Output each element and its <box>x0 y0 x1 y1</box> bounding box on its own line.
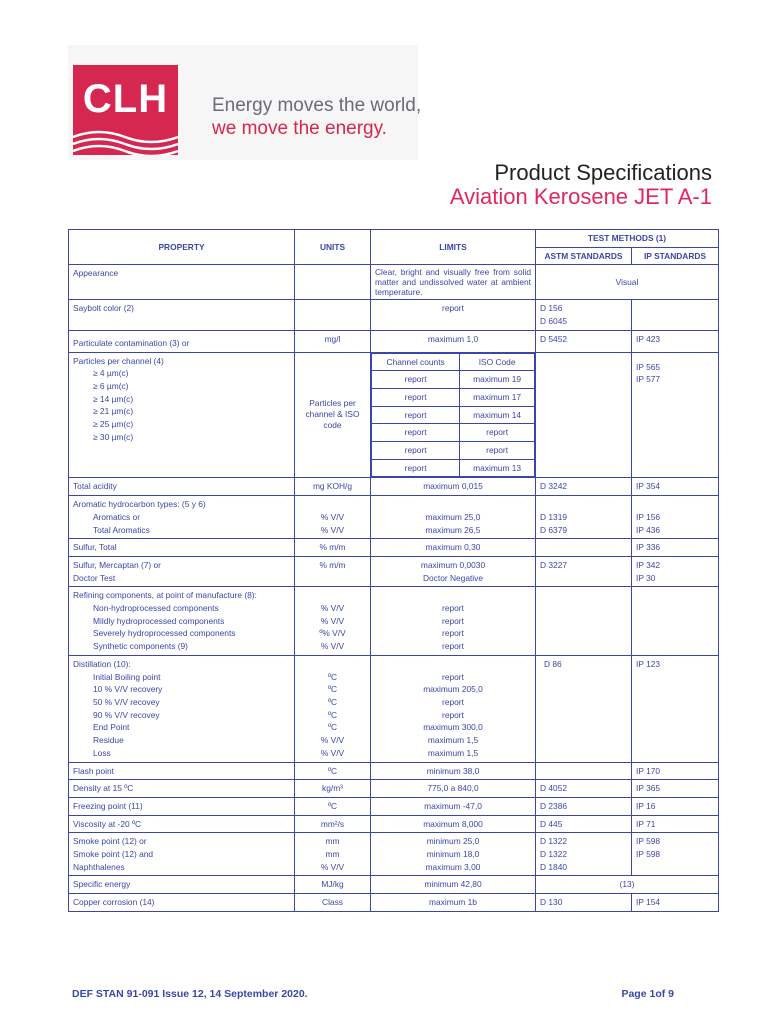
units-cell: MJ/kg <box>295 876 371 894</box>
particle-limits-table <box>371 353 535 478</box>
header-units: UNITS <box>295 230 371 265</box>
limits-value: report <box>442 615 464 626</box>
ip-value: IP 342 <box>636 559 661 570</box>
units-value: % V/V <box>320 615 345 626</box>
limits-cell <box>371 556 536 586</box>
limits-value: report <box>442 641 464 652</box>
units-value: ºC <box>327 671 338 682</box>
iso-code: maximum 14 <box>460 406 535 424</box>
ip-value: IP 577 <box>636 374 661 385</box>
sub-property: Loss <box>93 747 111 758</box>
sub-property: End Point <box>93 722 130 733</box>
units-value: % V/V <box>320 603 345 614</box>
limits-value: maximum 300,0 <box>423 722 483 733</box>
units-cell: ºC <box>295 797 371 815</box>
units-value: % V/V <box>320 641 345 652</box>
astm-cell <box>536 352 632 478</box>
limits-cell: maximum 0,015 <box>371 478 536 496</box>
iso-code: report <box>460 442 535 460</box>
table-row <box>69 780 719 798</box>
units-cell <box>295 833 371 876</box>
ip-cell: IP 354 <box>632 478 719 496</box>
units-cell: ºC <box>295 762 371 780</box>
units-cell: Particles per channel & ISO code <box>295 352 371 478</box>
particle-size: ≥ 4 µm(c) <box>93 368 129 379</box>
units-value: % V/V <box>320 511 345 522</box>
property-cell: Appearance <box>69 265 295 300</box>
channel-header: Channel counts <box>372 353 460 371</box>
ip-cell: IP 336 <box>632 539 719 557</box>
astm-cell: D 3242 <box>536 478 632 496</box>
ip-cell: IP 123 <box>632 655 719 762</box>
ip-cell: IP 365 <box>632 780 719 798</box>
ip-cell <box>632 587 719 656</box>
limits-cell: maximum 1,0 <box>371 330 536 352</box>
property-label: Naphthalenes <box>73 861 125 872</box>
units-cell: % m/m <box>295 539 371 557</box>
channel-count: report <box>372 442 460 460</box>
channel-count: report <box>372 424 460 442</box>
header-astm: ASTM STANDARDS <box>536 247 632 265</box>
limits-value: report <box>442 709 464 720</box>
property-cell: Specific energy <box>69 876 295 894</box>
astm-cell: D 3227 <box>536 556 632 586</box>
astm-value: D 6045 <box>540 316 568 327</box>
ip-cell <box>632 833 719 876</box>
slogan-line-1: Energy moves the world, <box>212 95 422 116</box>
sub-property: Total Aromatics <box>93 524 150 535</box>
units-value: ºC <box>327 722 338 733</box>
page-title: Product Specifications <box>494 160 712 185</box>
astm-cell <box>536 539 632 557</box>
table-row <box>69 655 719 762</box>
sub-property: Residue <box>93 735 124 746</box>
astm-value: D 1322 <box>540 836 568 847</box>
limits-value: maximum 0,0030 <box>420 559 486 570</box>
sub-property: Mildly hydroprocessed components <box>93 615 225 626</box>
property-cell <box>69 352 295 478</box>
astm-cell <box>536 587 632 656</box>
units-cell: % m/m <box>295 556 371 586</box>
ip-value: IP 598 <box>636 849 661 860</box>
method-cell: (13) <box>536 876 719 894</box>
property-cell: Particulate contamination (3) or <box>69 330 295 352</box>
limits-value: minimum 18,0 <box>426 849 480 860</box>
units-value: mm <box>325 836 340 847</box>
limits-cell: maximum 1b <box>371 894 536 912</box>
sub-property: 50 % V/V recovey <box>93 696 160 707</box>
ip-cell <box>632 352 719 478</box>
limits-value: maximum 3,00 <box>425 861 481 872</box>
ip-value: IP 598 <box>636 836 661 847</box>
astm-cell: D 4052 <box>536 780 632 798</box>
units-value: % V/V <box>320 735 345 746</box>
iso-code: maximum 19 <box>460 371 535 389</box>
logo-text: CLH <box>82 77 169 121</box>
table-row <box>69 556 719 586</box>
footer-reference: DEF STAN 91-091 Issue 12, 14 September 2020. <box>72 988 308 1000</box>
method-cell: Visual <box>536 265 719 300</box>
units-value: ºC <box>327 684 338 695</box>
ip-cell: IP 154 <box>632 894 719 912</box>
table-row <box>69 539 719 557</box>
table-row <box>69 265 719 300</box>
astm-cell <box>536 300 632 330</box>
ip-cell: IP 170 <box>632 762 719 780</box>
limits-value: report <box>442 671 464 682</box>
channel-count: report <box>372 388 460 406</box>
units-cell <box>295 587 371 656</box>
ip-value: IP 436 <box>636 524 661 535</box>
header-property: PROPERTY <box>69 230 295 265</box>
property-label: Sulfur, Mercaptan (7) or <box>73 559 161 570</box>
ip-cell <box>632 556 719 586</box>
property-cell: Saybolt color (2) <box>69 300 295 330</box>
channel-count: report <box>372 371 460 389</box>
property-cell: Viscosity at -20 ºC <box>69 815 295 833</box>
limits-cell: maximum 8,000 <box>371 815 536 833</box>
property-cell: Density at 15 ºC <box>69 780 295 798</box>
table-row <box>69 478 719 496</box>
limits-value: minimum 25,0 <box>426 836 480 847</box>
table-row <box>69 496 719 539</box>
header-ip: IP STANDARDS <box>632 247 719 265</box>
astm-value: D 1840 <box>540 861 568 872</box>
ip-cell: IP 16 <box>632 797 719 815</box>
property-cell: Total acidity <box>69 478 295 496</box>
limits-cell: report <box>371 300 536 330</box>
table-row <box>69 797 719 815</box>
table-header-row <box>69 230 719 248</box>
property-cell <box>69 655 295 762</box>
table-row <box>69 876 719 894</box>
limits-value: report <box>442 628 464 639</box>
header-limits: LIMITS <box>371 230 536 265</box>
ip-cell: IP 71 <box>632 815 719 833</box>
particle-size: ≥ 21 µm(c) <box>93 406 134 417</box>
table-row <box>69 352 719 478</box>
sub-property: 10 % V/V recovery <box>93 684 163 695</box>
iso-code: maximum 13 <box>460 459 535 477</box>
table-row <box>69 300 719 330</box>
sub-property: Severely hydroprocessed components <box>93 628 236 639</box>
limits-value: Doctor Negative <box>422 572 484 583</box>
limits-cell: minimum 38,0 <box>371 762 536 780</box>
property-cell <box>69 587 295 656</box>
page-number: Page 1of 9 <box>621 988 674 1000</box>
particle-size: ≥ 25 µm(c) <box>93 419 134 430</box>
units-value: mm <box>325 849 340 860</box>
property-cell: Copper corrosion (14) <box>69 894 295 912</box>
limits-value: maximum 26,5 <box>425 524 481 535</box>
astm-cell: D 445 <box>536 815 632 833</box>
table-row <box>69 330 719 352</box>
sub-property: 90 % V/V recovey <box>93 709 160 720</box>
iso-header: ISO Code <box>460 353 535 371</box>
units-value: % V/V <box>320 747 345 758</box>
astm-value: D 156 <box>540 303 563 314</box>
property-label: Smoke point (12) or <box>73 836 147 847</box>
units-cell <box>295 496 371 539</box>
astm-cell <box>536 833 632 876</box>
astm-value: D 1322 <box>540 849 568 860</box>
limits-cell <box>371 587 536 656</box>
property-cell: Flash point <box>69 762 295 780</box>
ip-cell <box>632 496 719 539</box>
limits-cell <box>371 833 536 876</box>
iso-code: report <box>460 424 535 442</box>
astm-cell: D 86 <box>536 655 632 762</box>
astm-value: D 6379 <box>540 524 568 535</box>
sub-property: Synthetic components (9) <box>93 641 188 652</box>
units-value: º% V/V <box>319 628 346 639</box>
units-cell: mm²/s <box>295 815 371 833</box>
table-row <box>69 762 719 780</box>
property-cell <box>69 496 295 539</box>
limits-cell <box>371 655 536 762</box>
units-value: ºC <box>327 709 338 720</box>
limits-value: maximum 205,0 <box>423 684 483 695</box>
property-cell: Freezing point (11) <box>69 797 295 815</box>
table-row <box>69 894 719 912</box>
wave-icon <box>73 125 178 155</box>
channel-count: report <box>372 406 460 424</box>
ip-cell <box>632 300 719 330</box>
particle-size: ≥ 14 µm(c) <box>93 393 134 404</box>
header-test-methods: TEST METHODS (1) <box>536 230 719 248</box>
property-label: Doctor Test <box>73 572 116 583</box>
property-label: Refining components, at point of manufacture (8): <box>73 590 257 601</box>
limits-value: report <box>442 603 464 614</box>
sub-property: Aromatics or <box>93 511 141 522</box>
iso-code: maximum 17 <box>460 388 535 406</box>
property-cell <box>69 833 295 876</box>
particle-size: ≥ 30 µm(c) <box>93 431 134 442</box>
astm-cell: D 5452 <box>536 330 632 352</box>
limits-cell <box>371 496 536 539</box>
limits-cell <box>371 352 536 478</box>
table-row <box>69 815 719 833</box>
limits-value: maximum 1,5 <box>427 735 479 746</box>
channel-count: report <box>372 459 460 477</box>
limits-cell: 775,0 a 840,0 <box>371 780 536 798</box>
astm-cell: D 130 <box>536 894 632 912</box>
property-cell: Sulfur, Total <box>69 539 295 557</box>
units-value: ºC <box>327 696 338 707</box>
astm-cell: D 2386 <box>536 797 632 815</box>
units-cell <box>295 300 371 330</box>
property-label: Aromatic hydrocarbon types: (5 y 6) <box>73 499 206 510</box>
sub-property: Initial Boiling point <box>93 671 161 682</box>
limits-value: report <box>442 696 464 707</box>
ip-value: IP 30 <box>636 572 656 583</box>
property-cell <box>69 556 295 586</box>
limits-value: maximum 25,0 <box>425 511 481 522</box>
page-subtitle: Aviation Kerosene JET A-1 <box>449 184 712 209</box>
property-label: Distillation (10): <box>73 658 131 669</box>
units-value: % V/V <box>320 861 345 872</box>
astm-cell <box>536 496 632 539</box>
specification-table <box>68 229 719 912</box>
table-row <box>69 587 719 656</box>
limits-cell: Clear, bright and visually free from solid matter and undissolved water at ambient temperature. <box>371 265 536 300</box>
units-cell: Class <box>295 894 371 912</box>
limits-cell: minimum 42,80 <box>371 876 536 894</box>
units-cell <box>295 265 371 300</box>
ip-value: IP 156 <box>636 511 661 522</box>
limits-cell: maximum -47,0 <box>371 797 536 815</box>
units-cell: kg/m³ <box>295 780 371 798</box>
units-value: % V/V <box>320 524 345 535</box>
particle-size: ≥ 6 µm(c) <box>93 380 129 391</box>
astm-value: D 1319 <box>540 511 568 522</box>
limits-value: maximum 1,5 <box>427 747 479 758</box>
ip-cell: IP 423 <box>632 330 719 352</box>
astm-cell <box>536 762 632 780</box>
sub-property: Non-hydroprocessed components <box>93 603 219 614</box>
limits-cell: maximum 0,30 <box>371 539 536 557</box>
units-cell <box>295 655 371 762</box>
property-label: Particles per channel (4) <box>73 355 164 366</box>
property-label: Smoke point (12) and <box>73 849 154 860</box>
clh-logo <box>73 65 178 155</box>
units-cell: mg/l <box>295 330 371 352</box>
table-row <box>69 833 719 876</box>
slogan-line-2: we move the energy. <box>212 118 387 139</box>
units-cell: mg KOH/g <box>295 478 371 496</box>
ip-value: IP 565 <box>636 361 661 372</box>
